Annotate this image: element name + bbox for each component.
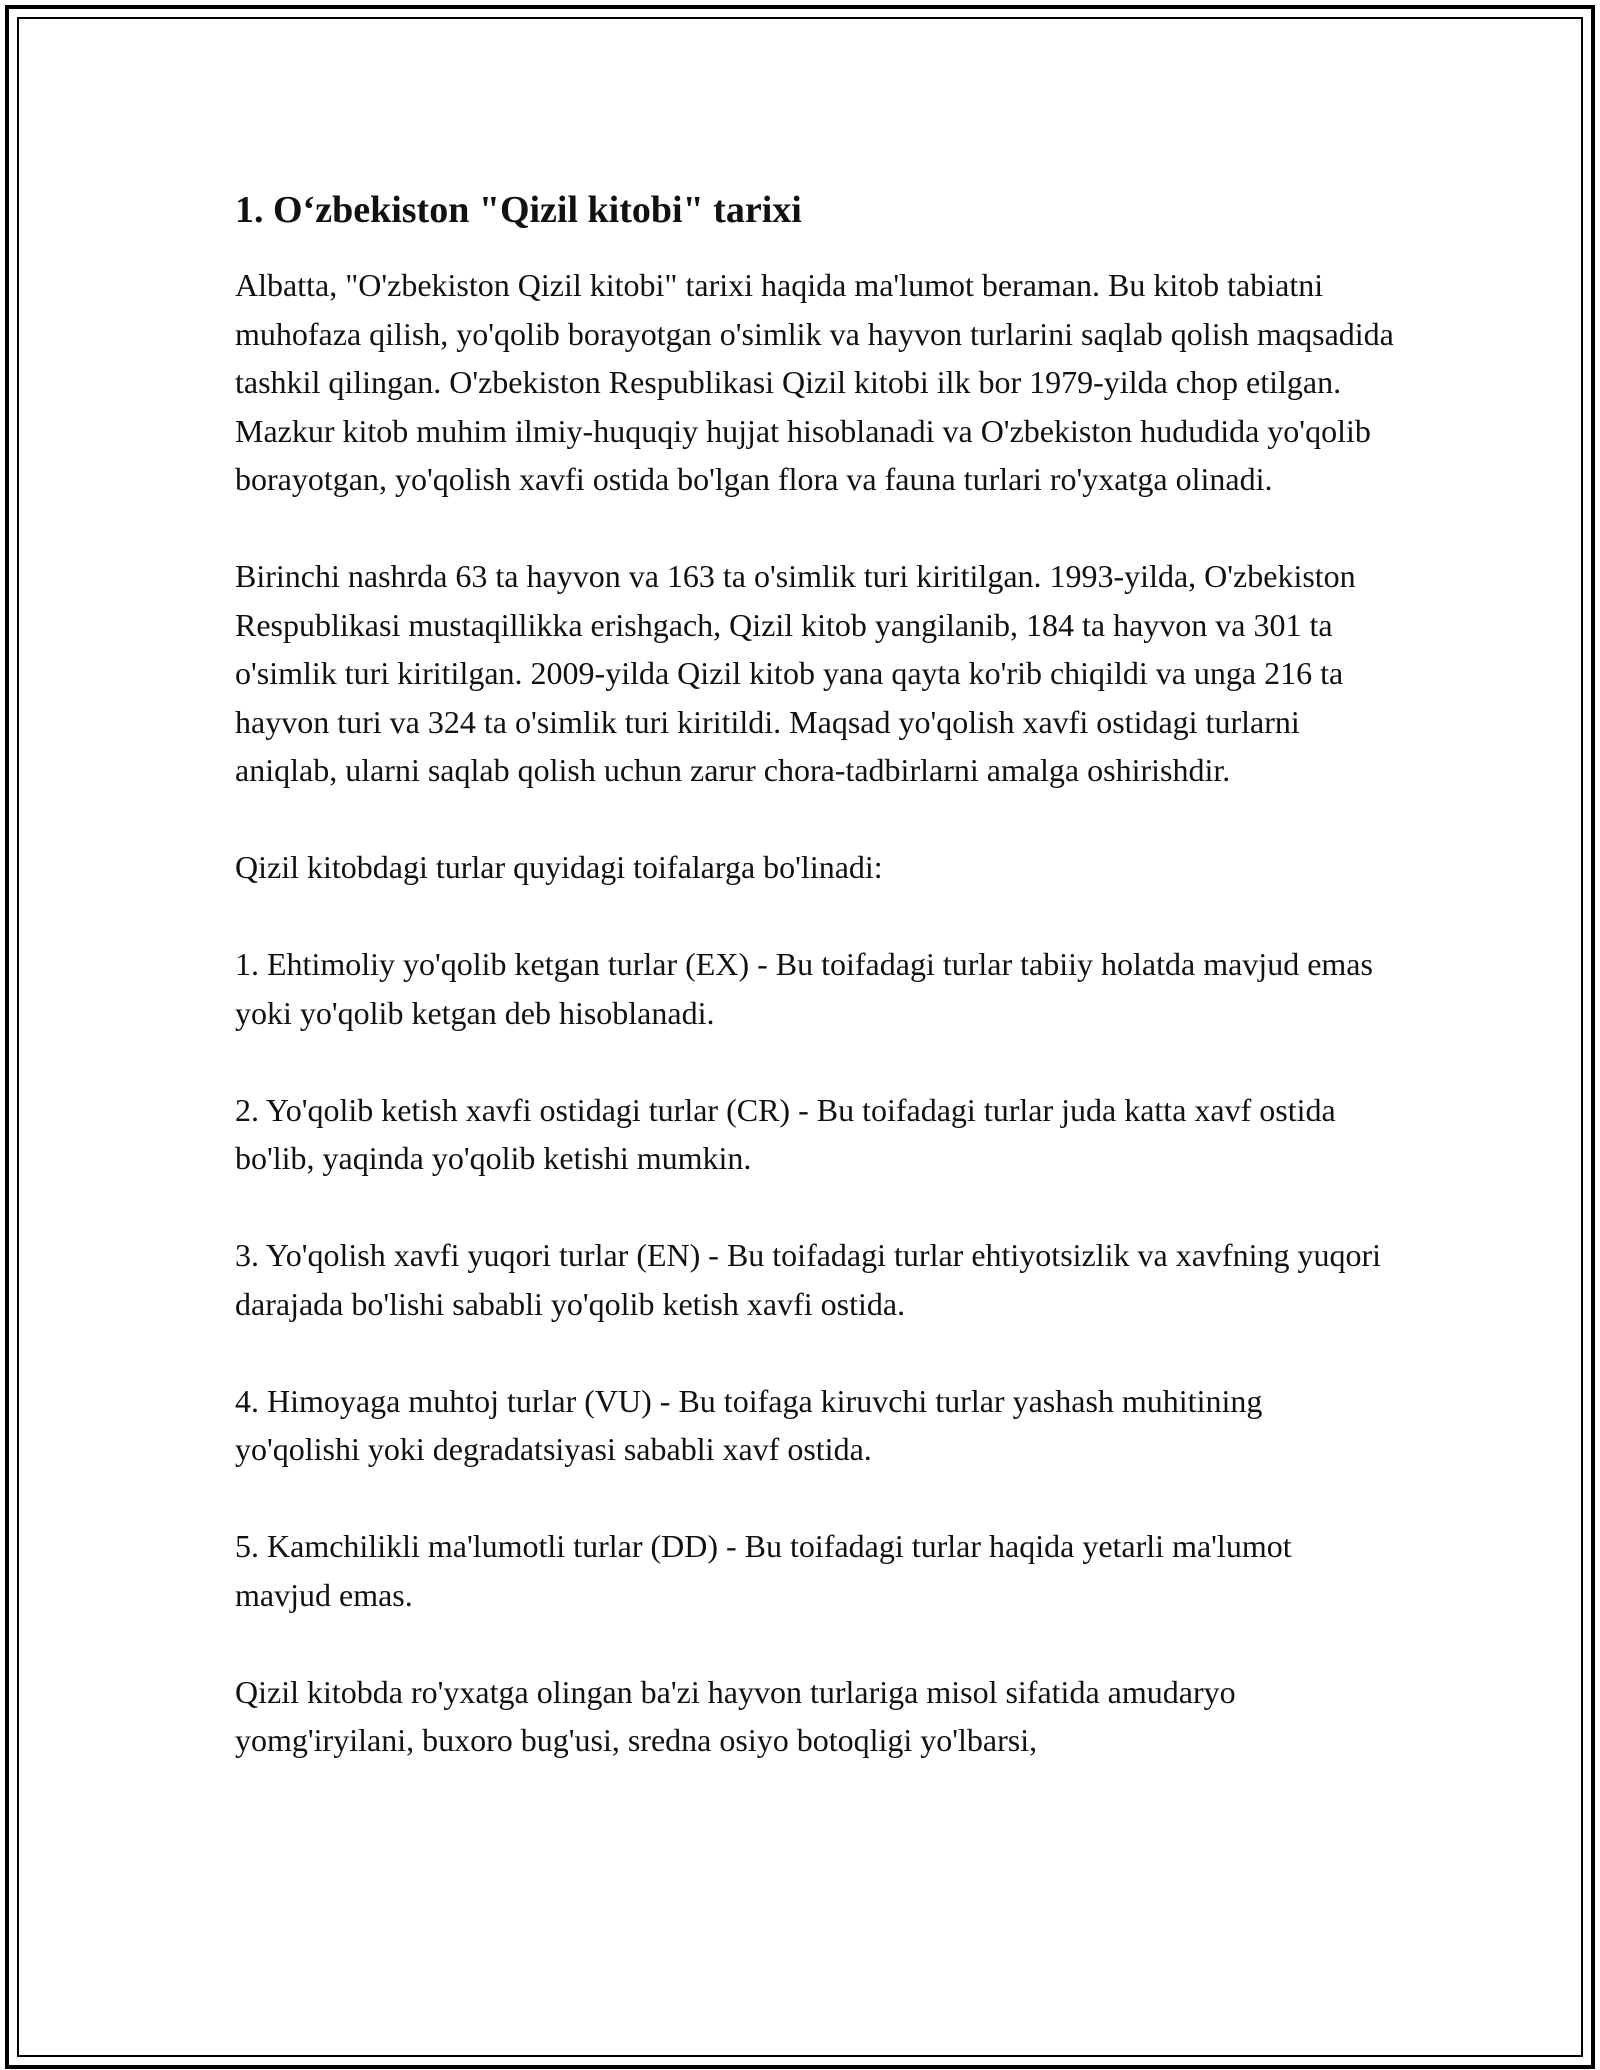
document-body (235, 185, 1395, 1813)
paragraph-intro: Albatta, "O'zbekiston Qizil kitobi" tarixi haqida ma'lumot beraman. Bu kitob tabiatni muhofaza qilish, yo'qolib borayotgan o'simlik va hayvon turlarini saqlab qolish maqsadida tashkil qilingan. O'zbekiston Respublikasi Qizil kitobi ilk bor 1979-yilda chop etilgan. Mazkur kitob muhim ilmiy-huquqiy hujjat hisoblanadi va O'zbekiston hududida yo'qolib borayotgan, yo'qolish xavfi ostida bo'lgan flora va fauna turlari ro'yxatga olinadi. (235, 267, 1394, 497)
category-ex: 1. Ehtimoliy yo'qolib ketgan turlar (EX) - Bu toifadagi turlar tabiiy holatda mavjud emas yoki yo'qolib ketgan deb hisoblanadi. (235, 946, 1373, 1031)
document-title: 1. O‘zbekiston "Qizil kitobi" tarixi (235, 189, 802, 231)
category-vu: 4. Himoyaga muhtoj turlar (VU) - Bu toifaga kiruvchi turlar yashash muhitining yo'qolishi yoki degradatsiyasi sababli xavf ostida. (235, 1382, 1263, 1467)
paragraph-examples: Qizil kitobda ro'yxatga olingan ba'zi hayvon turlariga misol sifatida amudaryo yomg'iryilani, buxoro bug'usi, sredna osiyo botoqligi yo'lbarsi, (235, 1673, 1236, 1758)
category-dd: 5. Kamchilikli ma'lumotli turlar (DD) - Bu toifadagi turlar haqida yetarli ma'lumot mavjud emas. (235, 1528, 1292, 1613)
category-en: 3. Yo'qolish xavfi yuqori turlar (EN) - Bu toifadagi turlar ehtiyotsizlik va xavfning yuqori darajada bo'lishi sababli yo'qolib ketish xavfi ostida. (235, 1237, 1382, 1322)
category-cr: 2. Yo'qolib ketish xavfi ostidagi turlar (CR) - Bu toifadagi turlar juda katta xavf ostida bo'lib, yaqinda yo'qolib ketishi mumkin. (235, 1091, 1336, 1176)
paragraph-categories-intro: Qizil kitobdagi turlar quyidagi toifalarga bo'linadi: (235, 849, 883, 885)
paragraph-editions: Birinchi nashrda 63 ta hayvon va 163 ta o'simlik turi kiritilgan. 1993-yilda, O'zbekiston Respublikasi mustaqillikka erishgach, Qizil kitob yangilanib, 184 ta hayvon va 301 ta o'simlik turi kiritilgan. 2009-yilda Qizil kitob yana qayta ko'rib chiqildi va unga 216 ta hayvon turi va 324 ta o'simlik turi kiritildi. Maqsad yo'qolish xavfi ostidagi turlarni aniqlab, ularni saqlab qolish uchun zarur chora-tadbirlarni amalga oshirishdir. (235, 558, 1356, 788)
